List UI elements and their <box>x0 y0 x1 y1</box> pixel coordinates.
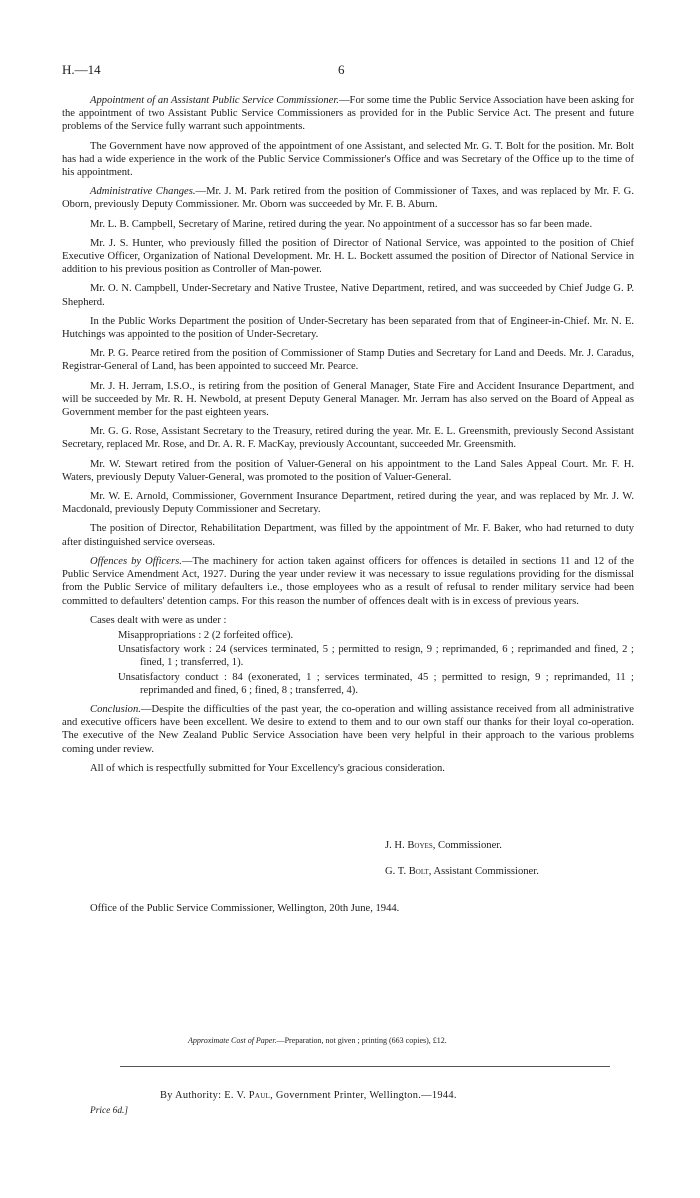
paragraph-text: —For some time the Public Service Association have been asking for the appointment of two Assistant Public Service Commissioners as provided for in the Public Service Act. The present and future problems of the Service fully warrant such appointments. <box>62 95 634 133</box>
paragraph <box>62 762 634 775</box>
paragraph <box>62 315 634 341</box>
paragraph <box>62 555 634 608</box>
imprint-prefix: By Authority: E. V. <box>160 1090 249 1101</box>
paragraph <box>62 282 634 308</box>
signature-assistant-commissioner <box>385 866 645 877</box>
printer-imprint <box>160 1090 457 1101</box>
paragraph-text: Mr. J. S. Hunter, who previously filled the position of Director of National Service, was appointed to the position of Chief Executive Officer, Organization of National Development. Mr. H. L. Bockett assumed the position of Director of National Service in addition to his previous position as Controller of Man-power. <box>62 237 634 276</box>
paragraph <box>62 218 634 231</box>
paragraph-text: —Mr. J. M. Park retired from the position of Commissioner of Taxes, and was replaced by Mr. F. G. Oborn, previously Deputy Commissioner. Mr. Oborn was succeeded by Mr. F. B. Aburn. <box>62 186 634 211</box>
list-item: Unsatisfactory work : 24 (services terminated, 5 ; permitted to resign, 9 ; reprimanded, 6 ; reprimanded and fined, 2 ; fined, 1 ; transferred, 1). <box>118 644 634 669</box>
paragraph-text: Mr. O. N. Campbell, Under-Secretary and Native Trustee, Native Department, retired, and was succeeded by Chief Judge G. P. Shepherd. <box>62 283 634 308</box>
cost-of-paper-note <box>188 1036 447 1045</box>
section-heading: Offences by Officers. <box>90 555 182 567</box>
paragraph-text: —The machinery for action taken against officers for offences is detailed in sections 11 and 12 of the Public Service Amendment Act, 1927. During the year under review it was necessary to issue regulations providing for the dismissal from the Public Service of military defaulters i.e., those employees who as a result of refusal to render military service had been committed to defaulters' detention camps. For this reason the number of offences dealt with is in excess of previous years. <box>62 555 634 607</box>
paragraph <box>62 458 634 484</box>
signatory-title: , Commissioner. <box>432 840 502 851</box>
paragraph-text: The Government have now approved of the appointment of one Assistant, and selected Mr. G. T. Bolt for the position. Mr. Bolt has had a wide experience in the work of the Public Service Commissioner's Office and was Secretary of the Office up to the time of his appointment. <box>62 140 634 179</box>
paragraph-text: Mr. G. G. Rose, Assistant Secretary to the Treasury, retired during the year. Mr. E. L. Greensmith, previously Second Assistant Secretary, replaced Mr. Rose, and Dr. A. R. F. MacKay, previously Accountant, succeeded Mr. Greensmith. <box>62 426 634 451</box>
report-body <box>62 94 634 781</box>
printer-name: Paul <box>248 1090 271 1101</box>
paragraph <box>62 703 634 756</box>
paragraph-text: All of which is respectfully submitted for Your Excellency's gracious consideration. <box>90 762 445 774</box>
cases-list <box>62 614 634 697</box>
divider <box>120 1066 610 1067</box>
paragraph-text: Mr. W. E. Arnold, Commissioner, Government Insurance Department, retired during the year, and was replaced by Mr. J. W. Macdonald, previously Deputy Commissioner and Secretary. <box>62 491 634 516</box>
paragraph-text: Mr. L. B. Campbell, Secretary of Marine, retired during the year. No appointment of a successor has so far been made. <box>90 218 593 230</box>
paragraph <box>62 522 634 548</box>
section-heading: Conclusion. <box>90 703 141 715</box>
paragraph <box>62 94 634 134</box>
imprint-suffix: , Government Printer, Wellington.—1944. <box>270 1090 457 1101</box>
section-heading: Administrative Changes. <box>90 186 196 198</box>
list-item: Unsatisfactory conduct : 84 (exonerated, 1 ; services terminated, 45 ; permitted to resign, 9 ; reprimanded, 11 ; reprimanded and fined, 6 ; fined, 8 ; transferred, 4). <box>118 671 634 696</box>
paragraph-text: Mr. J. H. Jerram, I.S.O., is retiring from the position of General Manager, State Fire and Accident Insurance Department, and will be succeeded by Mr. R. H. Newbold, at present Deputy General Manager. Mr. Jerram has also served on the Board of Appeal as Government member for the past eighteen years. <box>62 380 634 419</box>
cost-text: —Preparation, not given ; printing (663 copies), £12. <box>276 1036 447 1045</box>
paragraph <box>62 237 634 277</box>
office-dateline: Office of the Public Service Commissioner, Wellington, 20th June, 1944. <box>90 903 400 914</box>
paragraph <box>62 185 634 211</box>
paragraph-text: In the Public Works Department the position of Under-Secretary has been separated from that of Engineer-in-Chief. Mr. N. E. Hutchings was appointed to the position of Under-Secretary. <box>62 315 634 341</box>
cases-intro: Cases dealt with were as under : <box>90 614 227 626</box>
paragraph <box>62 490 634 516</box>
paragraph <box>62 425 634 451</box>
price-note: Price 6d.] <box>90 1106 129 1116</box>
signatory-title: , Assistant Commissioner. <box>428 866 539 877</box>
page-header <box>62 62 662 78</box>
document-code: H.—14 <box>62 62 101 77</box>
paragraph <box>62 380 634 420</box>
section-heading: Appointment of an Assistant Public Service Commissioner. <box>90 95 339 106</box>
paragraph <box>62 347 634 373</box>
page-number: 6 <box>338 62 345 77</box>
paragraph-text: Mr. P. G. Pearce retired from the position of Commissioner of Stamp Duties and Secretary for Land and Deeds. Mr. J. Caradus, Registrar-General of Land, has been appointed to succeed Mr. Pearce. <box>62 348 634 373</box>
paragraph-text: The position of Director, Rehabilitation Department, was filled by the appointment of Mr. F. Baker, who had returned to duty after distinguished service overseas. <box>62 523 634 548</box>
paragraph-text: —Despite the difficulties of the past year, the co-operation and willing assistance received from all administrative and executive officers have been excellent. We desire to extend to them and to our own staff our thanks for their loyal co-operation. The executive of the New Zealand Public Service Association have been very helpful in their approach to the various problems coming under review. <box>62 703 634 755</box>
signature-commissioner <box>385 840 645 851</box>
signatory-name: G. T. Bolt <box>385 866 429 877</box>
cost-label: Approximate Cost of Paper. <box>188 1036 277 1045</box>
paragraph-text: Mr. W. Stewart retired from the position of Valuer-General on his appointment to the Land Sales Appeal Court. Mr. F. H. Waters, previously Deputy Valuer-General, was promoted to the position of Valuer-General. <box>62 458 634 483</box>
paragraph <box>62 140 634 180</box>
signatory-name: J. H. Boyes <box>385 840 433 851</box>
list-item: Misappropriations : 2 (2 forfeited office). <box>118 629 294 641</box>
